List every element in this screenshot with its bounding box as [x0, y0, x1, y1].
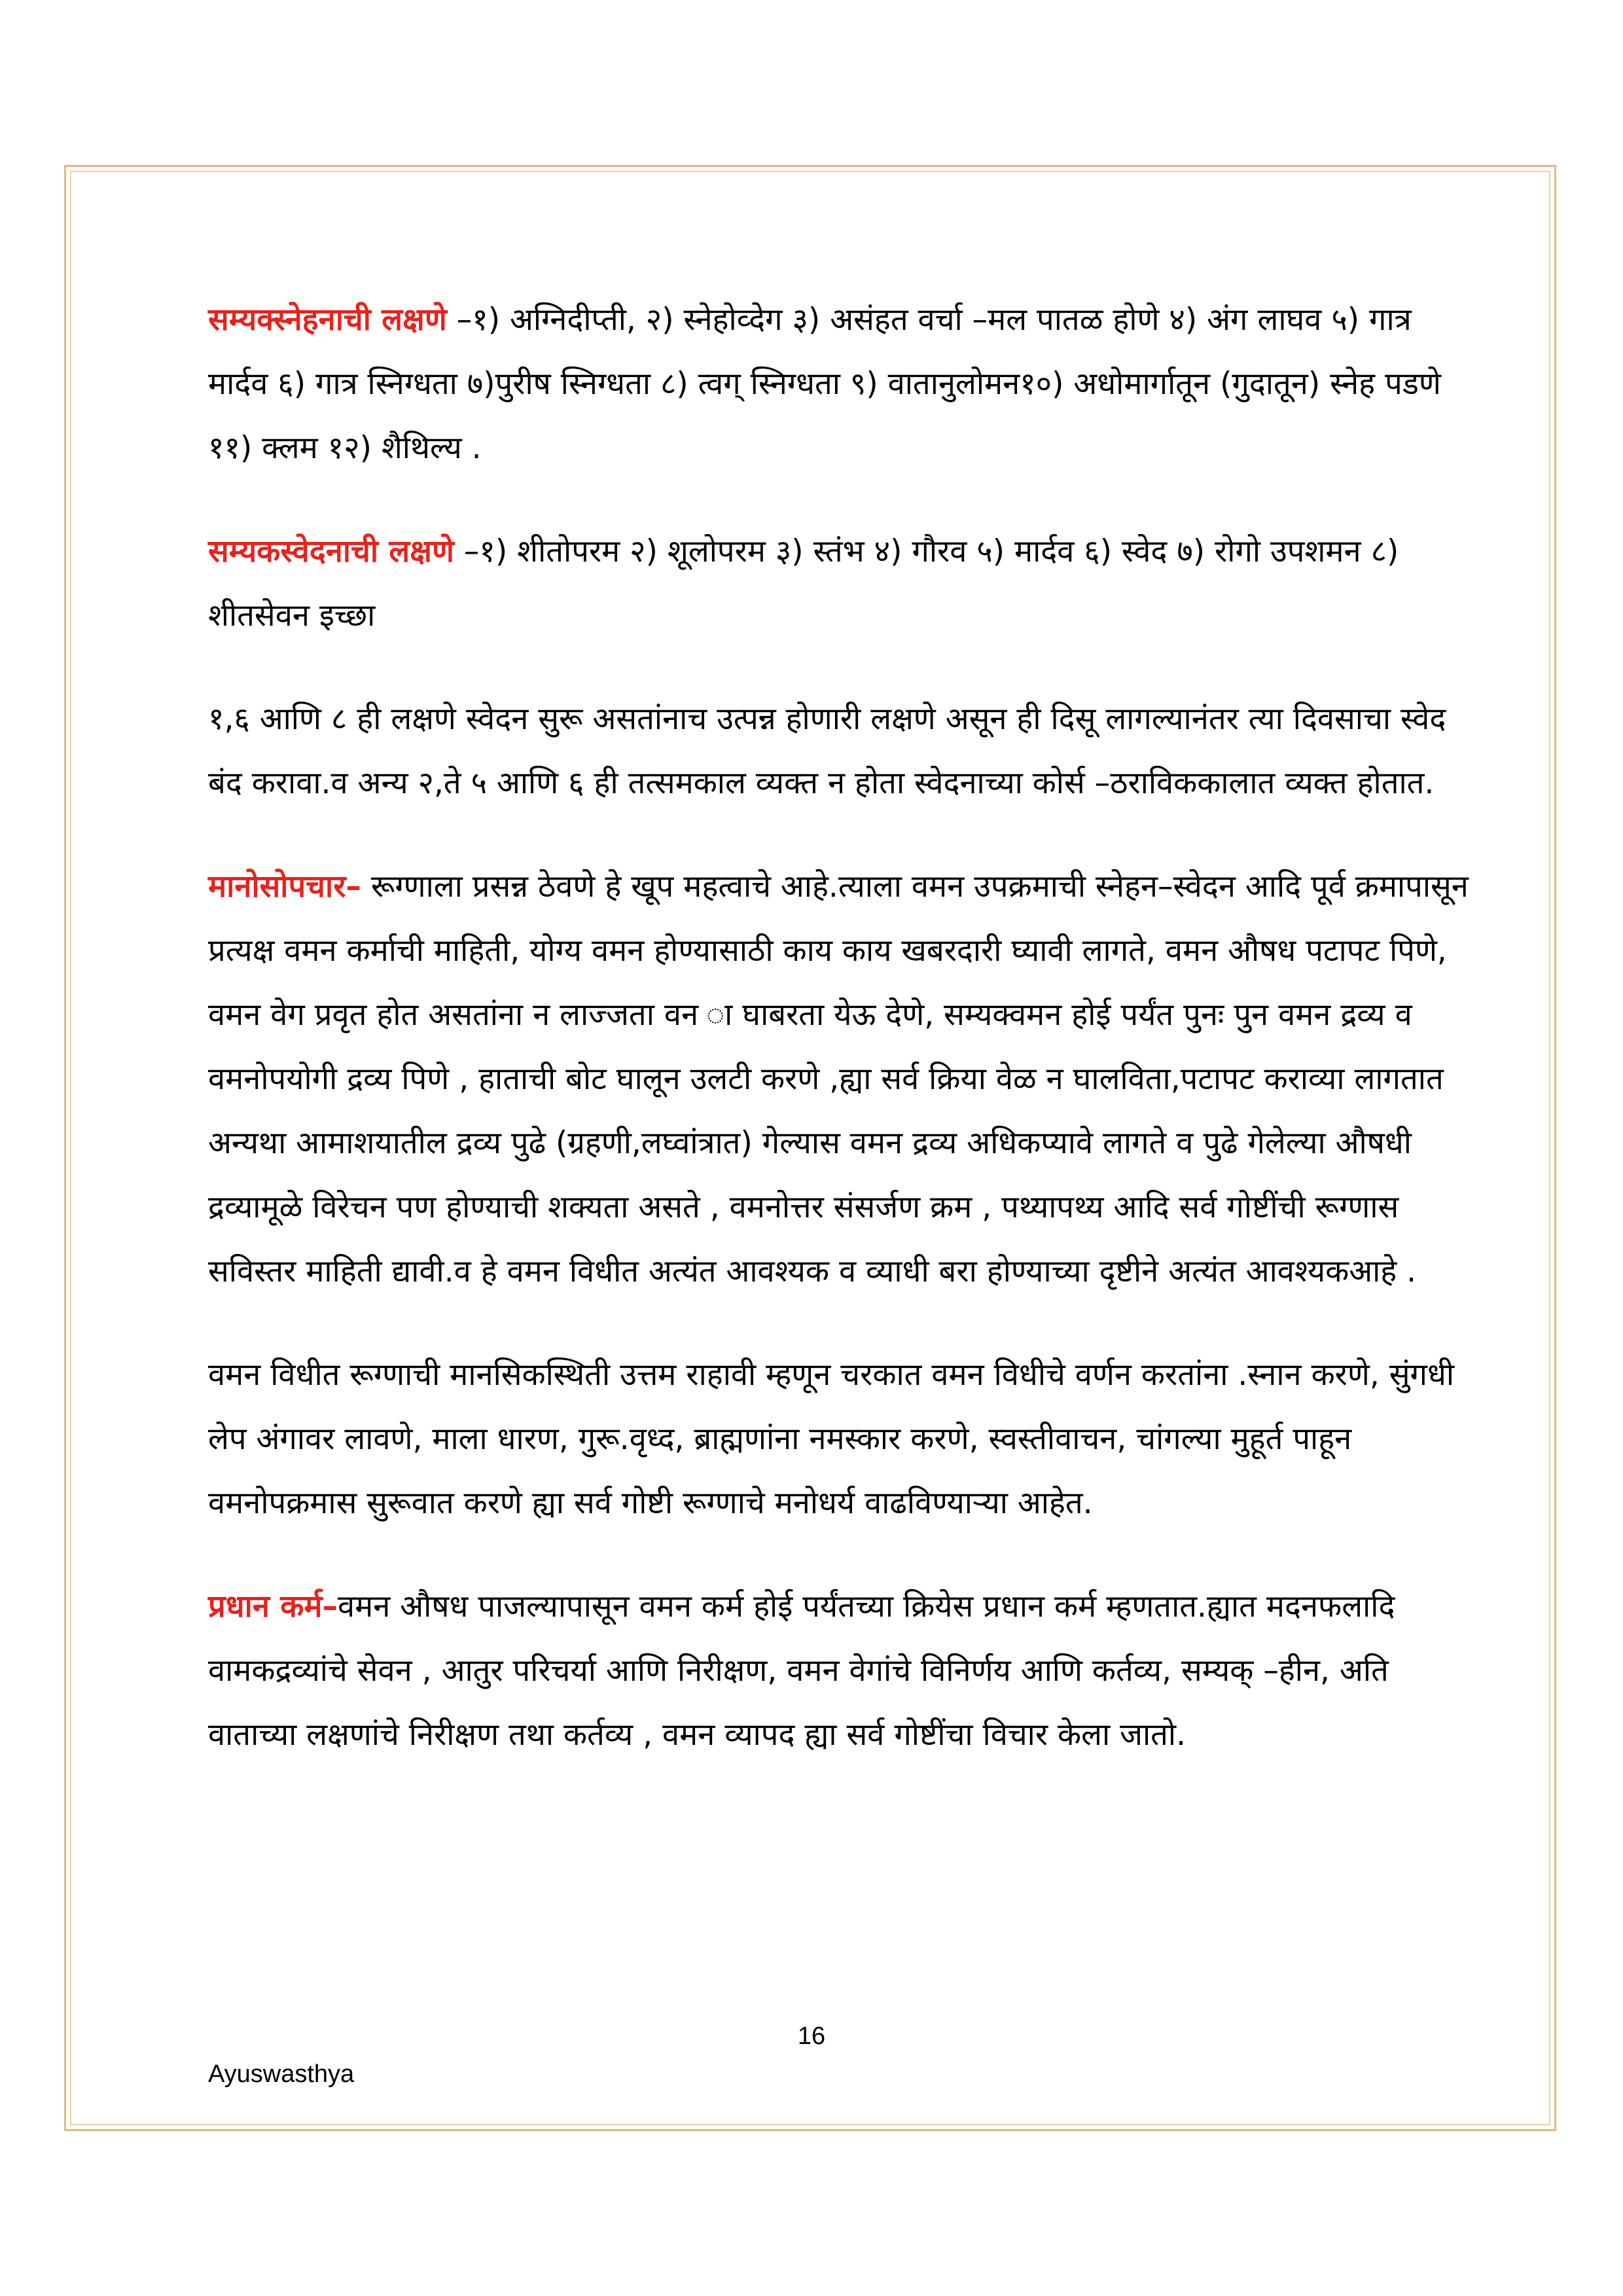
paragraph-pradhan-karma	[208, 1575, 1478, 1767]
paragraph-psychotherapy	[208, 855, 1478, 1304]
page-number: 16	[797, 2022, 826, 2050]
heading-pradhan-karma: प्रधान कर्म–	[208, 1588, 338, 1624]
paragraph-text: रूग्णाला प्रसन्न ठेवणे हे खूप महत्वाचे आहे.त्याला वमन उपक्रमाची स्नेहन–स्वेदन आदि पूर्व क्रमापासून प्रत्यक्ष वमन कर्माची माहिती, योग्य वमन होण्यासाठी काय काय खबरदारी घ्यावी लागते, वमन औषध पटापट पिणे, वमन वेग प्रवृत होत असतांना न लाज्जता वन ा घाबरता येऊ देणे, सम्यक्वमन होई पर्यंत पुनः पुन वमन द्रव्य व वमनोपयोगी द्रव्य पिणे , हाताची बोट घालून उलटी करणे ,ह्या सर्व क्रिया वेळ न घालविता,पटापट कराव्या लागतात अन्यथा आमाशयातील द्रव्य पुढे (ग्रहणी,लघ्वांत्रात) गेल्यास वमन द्रव्य अधिकप्यावे लागते व पुढे गेलेल्या औषधी द्रव्यामूळे विरेचन पण होण्याची शक्यता असते , वमनोत्तर संसर्जण क्रम , पथ्यापथ्य आदि सर्व गोष्टींची रूग्णास सविस्तर माहिती द्यावी.व हे वमन विधीत अत्यंत आवश्यक व व्याधी बरा होण्याच्या दृष्टीने अत्यंत आवश्यकआहे .	[208, 869, 1469, 1289]
footer-brand: Ayuswasthya	[208, 2060, 355, 2088]
heading-psychotherapy: मानोसोपचार–	[208, 869, 361, 905]
document-body	[208, 288, 1478, 1806]
paragraph-text: –१) अग्निदीप्ती, २) स्नेहोव्देग ३) असंहत वर्चा –मल पातळ होणे ४) अंग लाघव ५) गात्र मार्दव ६) गात्र स्निग्धता ७)पुरीष स्निग्धता ८) त्वग् स्निग्धता ९) वातानुलोमन१०) अधोमार्गातून (गुदातून) स्नेह पडणे ११) क्लम १२) शैथिल्य .	[208, 302, 1441, 466]
paragraph-mental-state	[208, 1343, 1478, 1535]
paragraph-text: –१) शीतोपरम २) शूलोपरम ३) स्तंभ ४) गौरव ५) मार्दव ६) स्वेद ७) रोगो उपशमन ८) शीतसेवन इच्छा	[208, 533, 1399, 634]
paragraph-text: १,६ आणि ८ ही लक्षणे स्वेदन सुरू असतांनाच उत्पन्न होणारी लक्षणे असून ही दिसू लागल्यानंतर त्या दिवसाचा स्वेद बंद करावा.व अन्य २,ते ५ आणि ६ ही तत्समकाल व्यक्त न होता स्वेदनाच्या कोर्स –ठराविककालात व्यक्त होतात.	[208, 701, 1446, 801]
heading-swedana-symptoms: सम्यकस्वेदनाची लक्षणे	[208, 533, 454, 569]
paragraph-swedana-symptoms	[208, 520, 1478, 648]
paragraph-text: वमन औषध पाजल्यापासून वमन कर्म होई पर्यंतच्या क्रियेस प्रधान कर्म म्हणतात.ह्यात मदनफलादि वामकद्रव्यांचे सेवन , आतुर परिचर्या आणि निरीक्षण, वमन वेगांचे विनिर्णय आणि कर्तव्य, सम्यक् –हीन, अति वाताच्या लक्षणांचे निरीक्षण तथा कर्तव्य , वमन व्यापद ह्या सर्व गोष्टींचा विचार केला जातो.	[208, 1588, 1395, 1753]
paragraph-text: वमन विधीत रूग्णाची मानसिकस्थिती उत्तम राहावी म्हणून चरकात वमन विधीचे वर्णन करतांना .स्नान करणे, सुंगधी लेप अंगावर लावणे, माला धारण, गुरू.वृध्द, ब्राह्मणांना नमस्कार करणे, स्वस्तीवाचन, चांगल्या मुहूर्त पाहून वमनोपक्रमास सुरूवात करणे ह्या सर्व गोष्टी रूग्णाचे मनोधर्य वाढविण्याऱ्या आहेत.	[208, 1357, 1455, 1521]
paragraph-snehana-symptoms	[208, 288, 1478, 480]
heading-snehana-symptoms: सम्यक्स्नेहनाची लक्षणे	[208, 302, 447, 338]
paragraph-swedana-notes	[208, 687, 1478, 816]
